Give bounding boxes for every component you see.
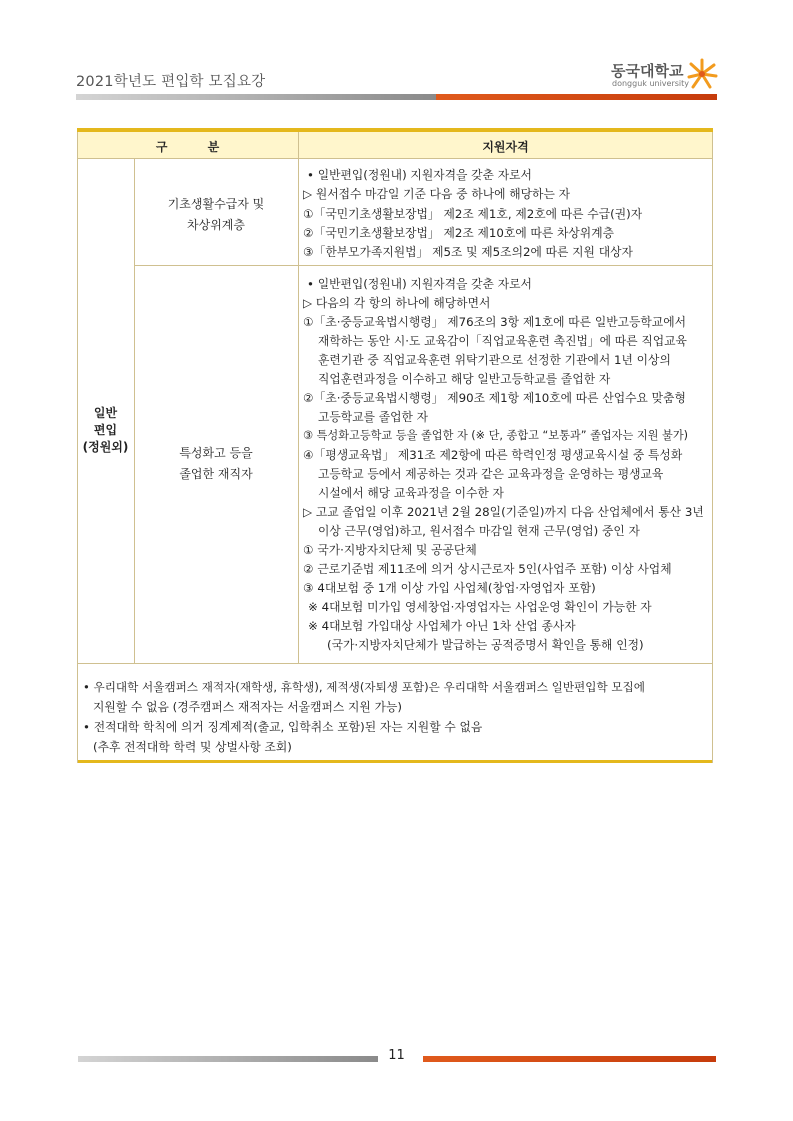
header-eligibility: 지원자격 bbox=[482, 140, 529, 154]
table-right-border bbox=[712, 132, 713, 763]
note-line: (추후 전적대학 학력 및 상벌사항 조회) bbox=[93, 740, 292, 754]
subcategory-line: 차상위계층 bbox=[187, 218, 245, 232]
eligibility-line: ④「평생교육법」 제31조 제2항에 따른 학력인정 평생교육시설 중 특성화 bbox=[303, 448, 683, 462]
row-divider bbox=[77, 663, 713, 664]
eligibility-line: ① 국가·지방자치단체 및 공공단체 bbox=[303, 543, 477, 557]
eligibility-line: (국가·지방자치단체가 발급하는 공적증명서 확인을 통해 인정) bbox=[327, 638, 644, 652]
subcategory-line: 졸업한 재직자 bbox=[179, 467, 253, 481]
note-line: • 전적대학 학칙에 의거 징계제적(출교, 입학취소 포함)된 자는 지원할 수 없음 bbox=[83, 720, 483, 734]
eligibility-line: 고등학교를 졸업한 자 bbox=[318, 410, 429, 424]
eligibility-line: • 일반편입(정원내) 지원자격을 갖춘 자로서 bbox=[307, 277, 532, 291]
eligibility-line: ③ 4대보험 중 1개 이상 가입 사업체(창업·자영업자 포함) bbox=[303, 581, 596, 595]
header-category: 구 분 bbox=[155, 140, 238, 154]
category-cell bbox=[77, 405, 134, 456]
eligibility-line: ▷ 고교 졸업일 이후 2021년 2월 28일(기준일)까지 다음 산업체에서 통산 3년 bbox=[303, 505, 704, 519]
footer-rule-gray bbox=[78, 1056, 378, 1062]
note-line: 지원할 수 없음 (경주캠퍼스 재적자는 서울캠퍼스 지원 가능) bbox=[93, 700, 402, 714]
eligibility-line: ①「국민기초생활보장법」 제2조 제1호, 제2호에 따른 수급(권)자 bbox=[303, 207, 643, 221]
eligibility-line: ▷ 원서접수 마감일 기준 다음 중 하나에 해당하는 자 bbox=[303, 187, 570, 201]
row-divider bbox=[134, 265, 713, 266]
category-line: 편입 bbox=[93, 423, 118, 437]
column-divider bbox=[298, 132, 299, 663]
eligibility-line: ▷ 다음의 각 항의 하나에 해당하면서 bbox=[303, 296, 491, 310]
header-rule-gray bbox=[76, 94, 436, 100]
eligibility-line: 고등학교 등에서 제공하는 것과 같은 교육과정을 운영하는 평생교육 bbox=[318, 467, 664, 481]
subcategory-line: 기초생활수급자 및 bbox=[167, 197, 265, 211]
eligibility-line: 이상 근무(영업)하고, 원서접수 마감일 현재 근무(영업) 중인 자 bbox=[318, 524, 640, 538]
eligibility-line: 시설에서 해당 교육과정을 이수한 자 bbox=[318, 486, 504, 500]
subcategory-vocational-worker bbox=[134, 443, 298, 485]
logo-korean-text: 동국대학교 bbox=[611, 62, 684, 80]
footer-rule-orange bbox=[423, 1056, 716, 1062]
logo-english-text: dongguk university bbox=[612, 79, 690, 88]
category-line: 일반 bbox=[93, 406, 118, 420]
sunburst-logo-icon bbox=[685, 57, 719, 91]
document-header-title: 2021학년도 편입학 모집요강 bbox=[76, 74, 266, 90]
category-line: (정원외) bbox=[82, 440, 129, 454]
eligibility-line: ※ 4대보험 가입대상 사업체가 아닌 1차 산업 종사자 bbox=[308, 619, 576, 633]
eligibility-line: ※ 4대보험 미가입 영세창업·자영업자는 사업운영 확인이 가능한 자 bbox=[308, 600, 652, 614]
header-rule-orange bbox=[436, 94, 717, 100]
eligibility-line: ② 근로기준법 제11조에 의거 상시근로자 5인(사업주 포함) 이상 사업체 bbox=[303, 562, 672, 576]
subcategory-basic-livelihood bbox=[134, 194, 298, 236]
page-number: 11 bbox=[388, 1048, 405, 1063]
subcategory-line: 특성화고 등을 bbox=[179, 446, 253, 460]
eligibility-line: ②「초·중등교육법시행령」 제90조 제1항 제10호에 따른 산업수요 맞춤형 bbox=[303, 391, 686, 405]
eligibility-line: ③ 특성화고등학교 등을 졸업한 자 (※ 단, 종합고 “보통과” 졸업자는 지원 불가) bbox=[303, 429, 688, 442]
eligibility-line: ①「초·중등교육법시행령」 제76조의 3항 제1호에 따른 일반고등학교에서 bbox=[303, 315, 686, 329]
eligibility-table bbox=[77, 128, 713, 763]
eligibility-line: 직업훈련과정을 이수하고 해당 일반고등학교를 졸업한 자 bbox=[318, 372, 611, 386]
eligibility-line: ②「국민기초생활보장법」 제2조 제10호에 따른 차상위계층 bbox=[303, 226, 614, 240]
table-header-row bbox=[77, 132, 713, 159]
university-logo bbox=[611, 60, 721, 92]
eligibility-line: ③「한부모가족지원법」 제5조 및 제5조의2에 따른 지원 대상자 bbox=[303, 245, 633, 259]
eligibility-line: 훈련기관 중 직업교육훈련 위탁기관으로 선정한 기관에서 1년 이상의 bbox=[318, 353, 671, 367]
eligibility-line: 재학하는 동안 시·도 교육감이「직업교육훈련 촉진법」에 따른 직업교육 bbox=[318, 334, 687, 348]
eligibility-line: • 일반편입(정원내) 지원자격을 갖춘 자로서 bbox=[307, 168, 532, 182]
note-line: • 우리대학 서울캠퍼스 재적자(재학생, 휴학생), 제적생(자퇴생 포함)은 우리대학 서울캠퍼스 일반편입학 모집에 bbox=[83, 680, 645, 694]
